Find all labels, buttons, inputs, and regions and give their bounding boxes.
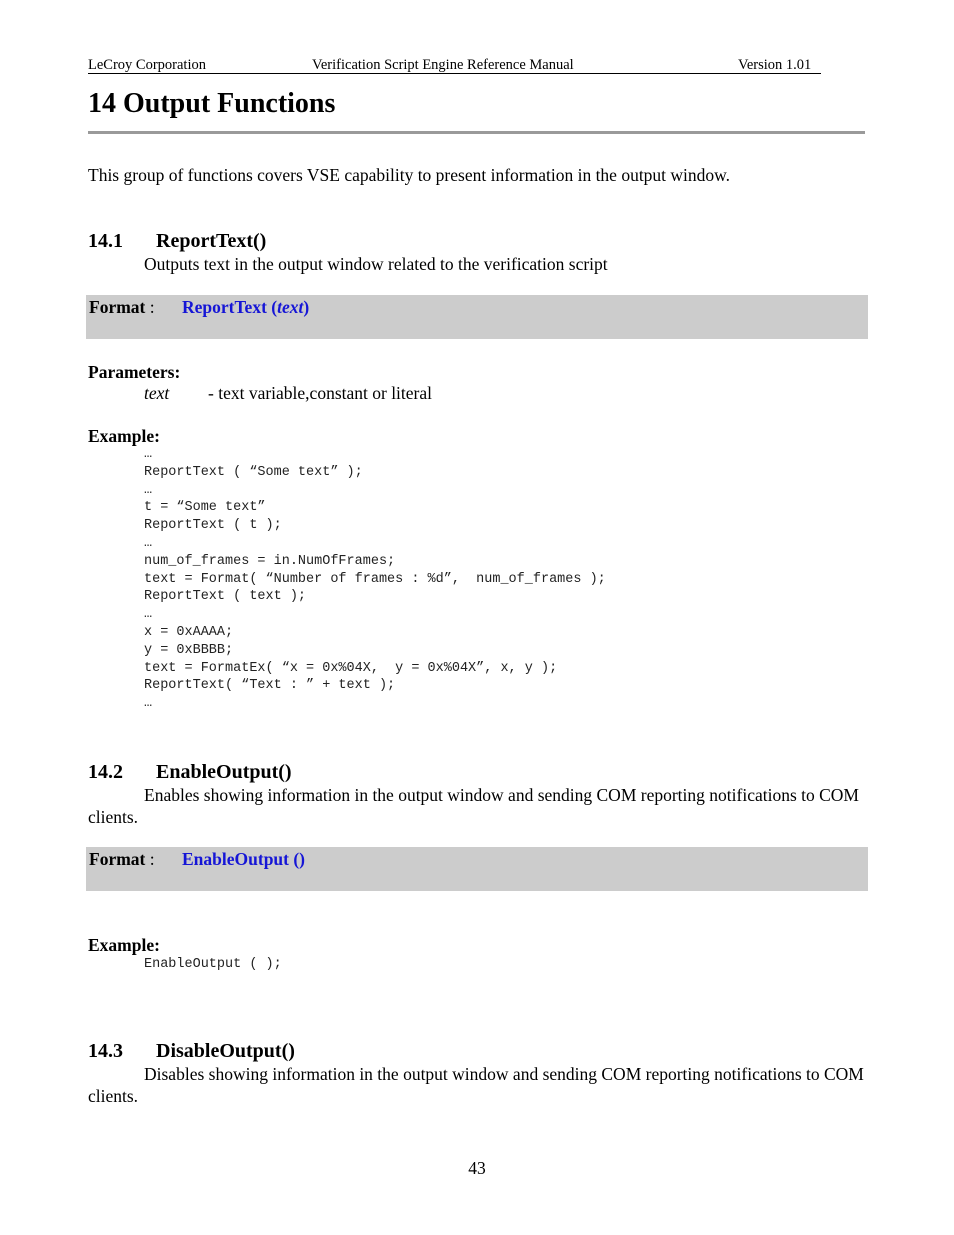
code-line: ReportText ( t ); — [144, 518, 282, 534]
code-line: text = Format( “Number of frames : %d”, num_of_frames ); — [144, 571, 606, 587]
section-name: EnableOutput() — [156, 761, 292, 783]
parameters-label: Parameters: — [88, 362, 181, 382]
format-label: Format : — [89, 297, 155, 317]
code-line: text = FormatEx( “x = 0x%04X, y = 0x%04X”, x, y ); — [144, 660, 558, 676]
header-company: LeCroy Corporation — [88, 57, 206, 73]
page-number: 43 — [468, 1158, 486, 1178]
code-line: … — [144, 447, 153, 462]
format-box-reporttext — [86, 295, 868, 339]
param-description: - text variable,constant or literal — [208, 383, 433, 403]
format-signature: ReportText (text) — [182, 297, 310, 317]
header-title: Verification Script Engine Reference Manual — [312, 57, 574, 73]
section-heading-reporttext — [88, 230, 266, 253]
code-line: … — [144, 607, 153, 623]
section-description: Outputs text in the output window related to the verification script — [144, 254, 608, 274]
code-line: … — [144, 535, 153, 551]
chapter-intro: This group of functions covers VSE capability to present information in the output window. — [88, 165, 731, 185]
section-heading-enableoutput — [88, 761, 292, 784]
code-line: y = 0xBBBB; — [144, 642, 234, 658]
code-line: num_of_frames = in.NumOfFrames; — [144, 553, 396, 569]
section-number: 14.3 — [88, 1040, 123, 1062]
code-line: t = “Some text” — [144, 500, 266, 516]
param-name: text — [144, 383, 170, 403]
section-number: 14.1 — [88, 230, 123, 252]
section-heading-disableoutput — [88, 1040, 295, 1063]
format-signature: EnableOutput () — [182, 849, 306, 869]
code-block-reporttext — [144, 446, 606, 713]
section-name: ReportText() — [156, 230, 267, 252]
format-label: Format : — [89, 849, 155, 869]
chapter-title: 14 Output Functions — [88, 88, 336, 119]
section-description: Disables showing information in the output window and sending COM reporting notifications to COM clients. — [88, 1064, 864, 1106]
format-box-enableoutput — [86, 847, 868, 891]
section-name: DisableOutput() — [156, 1040, 295, 1062]
code-line: ReportText( “Text : ” + text ); — [144, 678, 396, 694]
example-label: Example: — [88, 935, 160, 955]
code-block-enableoutput — [144, 956, 282, 974]
header-rule — [88, 73, 821, 74]
section-number: 14.2 — [88, 761, 123, 783]
code-line: … — [144, 696, 153, 712]
header-version: Version 1.01 — [738, 57, 812, 73]
code-line: x = 0xAAAA; — [144, 624, 234, 640]
code-line: ReportText ( text ); — [144, 589, 307, 605]
chapter-rule — [88, 131, 865, 134]
section-description: Enables showing information in the output window and sending COM reporting notifications to COM clients. — [88, 785, 859, 827]
code-line: … — [144, 482, 153, 498]
code-line: ReportText ( “Some text” ); — [144, 464, 363, 480]
example-label: Example: — [88, 426, 160, 446]
code-line: EnableOutput ( ); — [144, 957, 282, 972]
